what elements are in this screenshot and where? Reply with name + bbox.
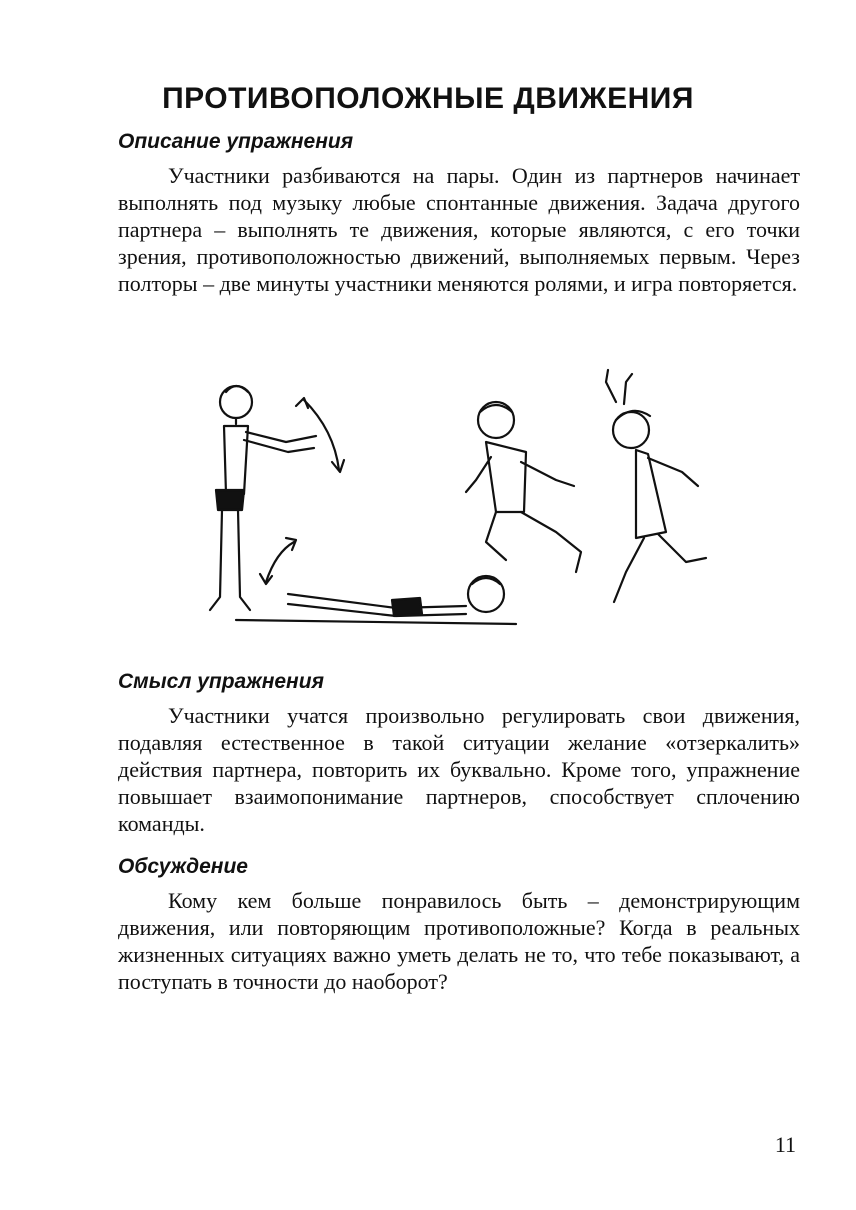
page-title: ПРОТИВОПОЛОЖНЫЕ ДВИЖЕНИЯ [162, 82, 694, 115]
section-discussion [118, 855, 800, 995]
motion-arrow-upper [296, 398, 344, 472]
standing-boy-figure [210, 386, 316, 610]
exercise-illustration [196, 362, 724, 642]
motion-arrow-lower [260, 538, 296, 584]
section-meaning [118, 670, 800, 837]
section-description [118, 130, 800, 297]
lying-boy-figure [236, 576, 516, 624]
section-text-description: Участники разбиваются на пары. Один из партнеров начинает выполнять под музыку любые спонтанные движения. Задача другого партнера – выполнять те движения, которые являются, с его точки зрения, противоположностью движений, выполняемых первым. Через полторы – две минуты участники меняются ролями, и игра повторяется. [118, 163, 800, 296]
dancing-boy-figure [606, 370, 706, 602]
section-text-meaning: Участники учатся произвольно регулировать свои движения, подавляя естественное в такой ситуации желание «отзеркалить» действия партнера, повторить их буквально. Кроме того, упражнение повышает взаимопонимание партнеров, способствует сплочению команды. [118, 703, 800, 836]
page-number: 11 [774, 1132, 796, 1157]
jumping-boy-figure [466, 402, 581, 572]
section-text-discussion: Кому кем больше понравилось быть – демонстрирующим движения, или повторяющим противоположные? Когда в реальных жизненных ситуациях важно уметь делать не то, что тебе показывают, а поступать в точности до наоборот? [118, 888, 800, 994]
section-heading-meaning: Смысл упражнения [118, 670, 324, 693]
section-heading-discussion: Обсуждение [118, 855, 248, 878]
section-heading-description: Описание упражнения [118, 130, 354, 153]
